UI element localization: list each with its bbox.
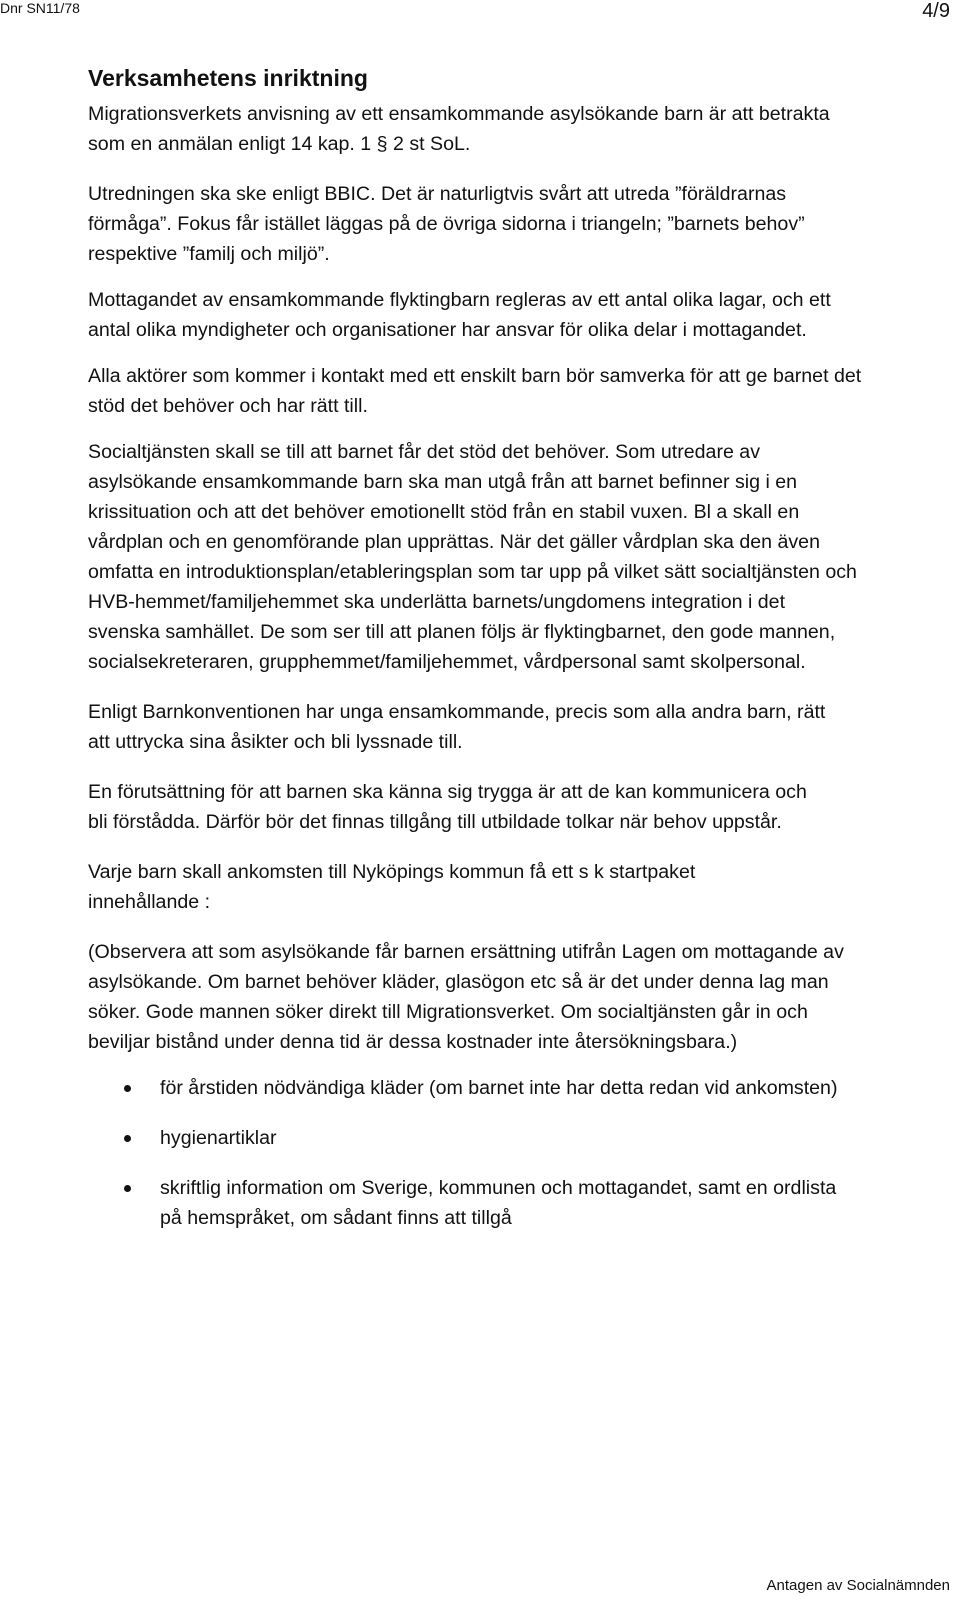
list-item-text: skriftlig information om Sverige, kommunen och mottagandet, samt en ordlista på hemspråket, om sådant finns att tillgå (160, 1177, 837, 1229)
paragraph-startpaket: Varje barn skall ankomsten till Nyköpings kommun få ett s k startpaket innehållande : (88, 861, 696, 913)
page-footer: Antagen av Socialnämnden (766, 1577, 950, 1594)
paragraph-anvisning: Migrationsverkets anvisning av ett ensamkommande asylsökande barn är att betrakta som en anmälan enligt 14 kap. 1 § 2 st SoL. (88, 103, 830, 155)
list-item-text: för årstiden nödvändiga kläder (om barnet inte har detta redan vid ankomsten) (160, 1077, 838, 1099)
bullet-icon (124, 1085, 131, 1092)
paragraph-utredning: Utredningen ska ske enligt BBIC. Det är naturligtvis svårt att utreda ”föräldrarnas förmåga”. Fokus får istället läggas på de övriga sidorna i triangeln; ”barnets behov” respektive ”familj och miljö”. (88, 183, 805, 265)
document-reference: Dnr SN11/78 (0, 0, 80, 16)
list-item (88, 1123, 948, 1153)
bullet-icon (124, 1185, 131, 1192)
paragraph-samverkan: Alla aktörer som kommer i kontakt med ett enskilt barn bör samverka för att ge barnet det stöd det behöver och har rätt till. (88, 365, 862, 417)
list-item (88, 1173, 860, 1233)
document-body (88, 62, 948, 1253)
paragraph-barnkonventionen: Enligt Barnkonventionen har unga ensamkommande, precis som alla andra barn, rätt att uttrycka sina åsikter och bli lyssnade till. (88, 701, 826, 753)
paragraph-observera: (Observera att som asylsökande får barnen ersättning utifrån Lagen om mottagande av asylsökande. Om barnet behöver kläder, glasögon etc så är det under denna lag man söker. Gode mannen söker direkt till Migrationsverket. Om socialtjänsten går in och beviljar bistånd under denna tid är dessa kostnader inte återsökningsbara.) (88, 941, 844, 1053)
section-heading: Verksamhetens inriktning (88, 65, 368, 91)
list-item-text: hygienartiklar (160, 1127, 277, 1149)
page-number: 4/9 (922, 0, 950, 22)
startpaket-list (88, 1073, 948, 1233)
bullet-icon (124, 1135, 131, 1142)
paragraph-tolkar: En förutsättning för att barnen ska känna sig trygga är att de kan kommunicera och bli förstådda. Därför bör det finnas tillgång till utbildade tolkar när behov uppstår. (88, 781, 807, 833)
list-item (88, 1073, 840, 1103)
paragraph-socialtjansten: Socialtjänsten skall se till att barnet får det stöd det behöver. Som utredare av asylsökande ensamkommande barn ska man utgå från att barnet befinner sig i en krissituation och att det behöver emotionellt stöd från en stabil vuxen. Bl a skall en vårdplan och en genomförande plan upprättas. När det gäller vårdplan ska den även omfatta en introduktionsplan/etableringsplan som tar upp på vilket sätt socialtjänsten och HVB-hemmet/familjehemmet ska underlätta barnets/ungdomens integration i det svenska samhället. De som ser till att planen följs är flyktingbarnet, den gode mannen, socialsekreteraren, grupphemmet/familjehemmet, vårdpersonal samt skolpersonal. (88, 441, 857, 673)
paragraph-mottagandet: Mottagandet av ensamkommande flyktingbarn regleras av ett antal olika lagar, och ett antal olika myndigheter och organisationer har ansvar för olika delar i mottagandet. (88, 289, 831, 341)
